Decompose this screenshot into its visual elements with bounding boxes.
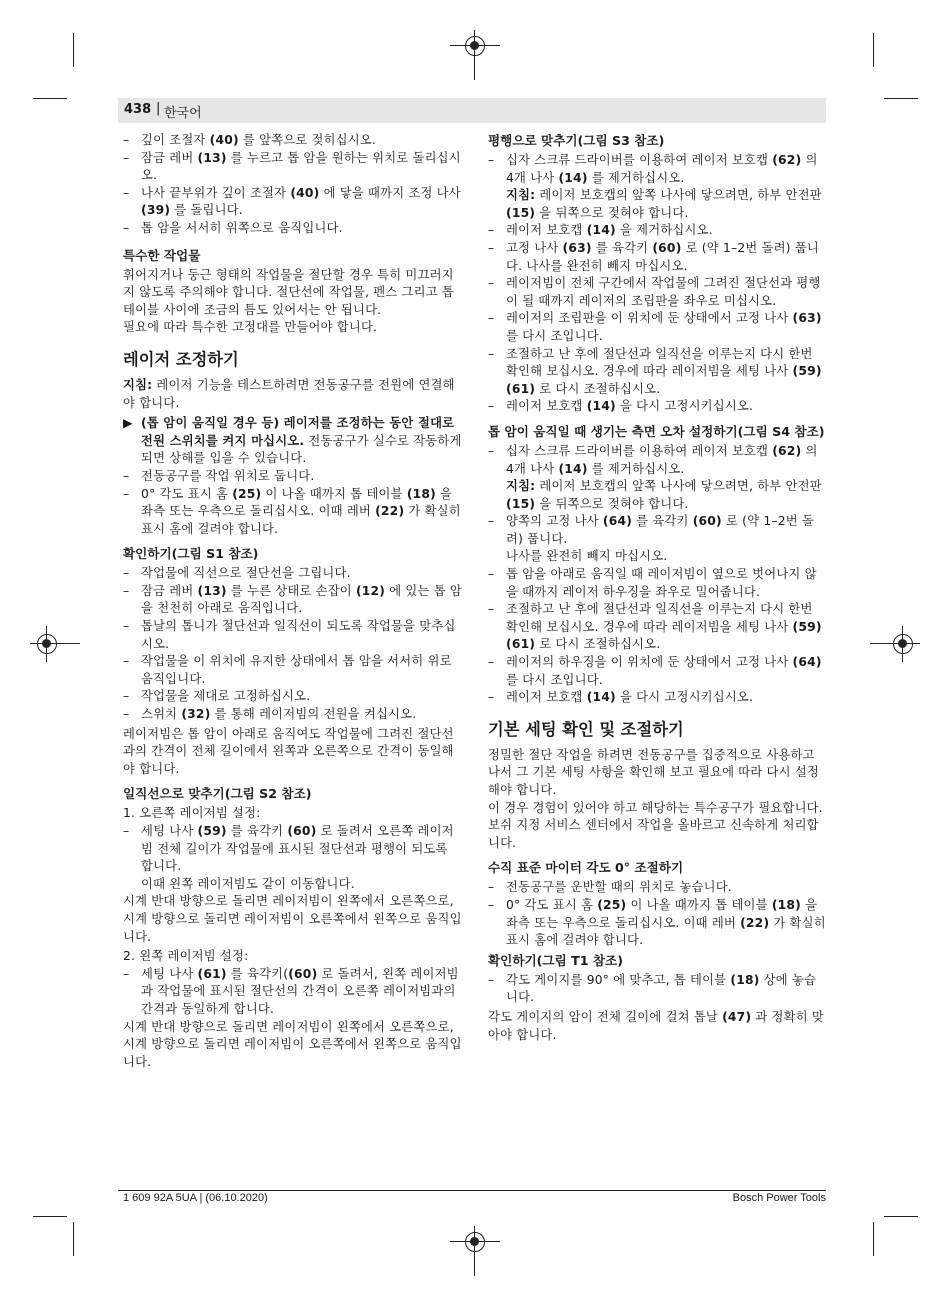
lateral-sub: 나사를 완전히 빼지 마십시오.: [506, 549, 668, 564]
list-item: – 나사 끝부위가 깊이 조절자 (40) 에 닿을 때까지 조정 나사 (39) 를 돌립니다.: [123, 185, 461, 218]
list-item: – 레이저 보호캡 (14) 을 다시 고정시키십시오.: [488, 689, 826, 707]
laser-note: 지침: 레이저 기능을 테스트하려면 전동공구를 전원에 연결해야 합니다.: [123, 377, 455, 410]
check-paragraph: 레이저빔은 톱 암이 아래로 움직여도 작업물에 그려진 절단선과의 간격이 전체 길이에서 왼쪽과 오른쪽으로 간격이 동일해야 합니다.: [123, 726, 454, 776]
special-paragraph: 휘어지거나 둥근 형태의 작업물을 절단할 경우 특히 미끄러지지 않도록 주의해야 합니다. 절단선에 작업물, 펜스 그리고 톱 테이블 사이에 조금의 틈도 있어서는 안 됩니다.: [123, 267, 454, 317]
registration-line: [474, 1226, 475, 1276]
dash-bullet: –: [488, 399, 495, 414]
list-item: – 0° 각도 표시 홈 (25) 이 나올 때까지 톱 테이블 (18) 을 좌측 또는 우측으로 돌리십시오. 이때 레버 (22) 가 확실히 표시 홈에 걸려야 합니다.: [488, 897, 826, 948]
parallel-heading: 평행으로 맞추기(그림 S3 참조): [488, 133, 665, 148]
list-item: – 조절하고 난 후에 절단선과 일직선을 이루는지 다시 한번 확인해 보십시오. 경우에 따라 레이저빔을 세팅 나사 (59)(61) 로 다시 조절하십시오.: [488, 346, 822, 396]
list-item: – 양쪽의 고정 나사 (64) 를 육각키 (60) 로 (약 1–2번 돌려) 풉니다. 나사를 완전히 빼지 마십시오.: [488, 513, 826, 566]
step2-label: 2. 왼쪽 레이저빔 설정:: [123, 949, 249, 964]
list-item: – 0° 각도 표시 홈 (25) 이 나올 때까지 톱 테이블 (18) 을 좌측 또는 우측으로 돌리십시오. 이때 레버 (22) 가 확실히 표시 홈에 걸려야 합니다.: [123, 486, 461, 536]
step1-label: 1. 오른쪽 레이저빔 설정:: [123, 806, 261, 821]
warning-item: ▶ (톱 암이 움직일 경우 등) 레이저를 조정하는 동안 절대로 전원 스위치를 켜지 마십시오. 전동공구가 실수로 작동하게 되면 상해를 입을 수 있습니다.: [123, 416, 462, 466]
laser-heading: 레이저 조정하기: [123, 349, 239, 369]
dash-bullet: –: [123, 707, 130, 722]
list-item: – 작업물을 제대로 고정하십시오.: [123, 688, 463, 706]
list-item: – 잠금 레버 (13) 를 누른 상태로 손잡이 (12) 에 있는 톱 암을 천천히 아래로 움직입니다.: [123, 583, 462, 616]
header-separator: |: [156, 101, 161, 116]
dash-bullet: –: [488, 443, 495, 458]
note: 지침: 레이저 보호캡의 앞쪽 나사에 닿으려면, 하부 안전판 (15) 을 뒤쪽으로 젖혀야 합니다.: [506, 479, 822, 511]
dash-bullet: –: [123, 566, 130, 581]
t1-list: [488, 972, 826, 1007]
dash-bullet: –: [488, 897, 495, 912]
registration-line: [474, 30, 475, 80]
dash-bullet: –: [488, 311, 495, 326]
dash-bullet: –: [488, 153, 495, 167]
dash-bullet: –: [123, 185, 130, 200]
lateral-list: [488, 443, 826, 707]
list-item: – 레이저 보호캡 (14) 을 제거하십시오.: [488, 222, 826, 240]
dash-bullet: –: [123, 619, 130, 634]
list-item: – 레이저빔이 전체 구간에서 작업물에 그려진 절단선과 평행이 될 때까지 레이저의 조립판을 좌우로 미십시오.: [488, 276, 821, 308]
dash-bullet: –: [123, 654, 130, 669]
registration-line: [30, 643, 80, 644]
list-item: – 세팅 나사 (61) 를 육각키((60) 로 돌려서, 왼쪽 레이저빔과 작업물에 표시된 절단선의 간격이 오른쪽 레이저빔과의 간격과 동일하게 합니다.: [123, 966, 459, 1016]
list-item: – 작업물을 이 위치에 유지한 상태에서 톱 암을 서서히 위로 움직입니다.: [123, 654, 452, 686]
list-item: – 톱날의 톱니가 절단선과 일직선이 되도록 작업물을 맞추십시오.: [123, 619, 456, 651]
dash-bullet: –: [488, 655, 495, 670]
dash-bullet: –: [488, 880, 495, 895]
step2-list: [123, 966, 463, 1019]
list-item: – 레이저의 하우징을 이 위치에 둔 상태에서 고정 나사 (64) 를 다시 조입니다.: [488, 655, 822, 687]
dash-bullet: –: [123, 468, 130, 483]
dash-bullet: –: [123, 133, 130, 147]
triangle-bullet-icon: ▶: [123, 416, 133, 431]
list-item: – 스위치 (32) 를 통해 레이저빔의 전원을 켜십시오.: [123, 706, 463, 724]
crop-mark: [873, 1222, 874, 1256]
dash-bullet: –: [488, 690, 495, 705]
crop-mark: [73, 1222, 74, 1256]
list-item: – 작업물에 직선으로 절단선을 그립니다.: [123, 565, 463, 583]
right-column: [488, 132, 826, 1044]
step1-paragraph: 시계 반대 방향으로 돌리면 레이저빔이 왼쪽에서 오른쪽으로, 시계 방향으로 돌리면 레이저빔이 오른쪽에서 왼쪽으로 움직입니다.: [123, 894, 462, 944]
dash-bullet: –: [488, 223, 495, 238]
list-item: – 조절하고 난 후에 절단선과 일직선을 이루는지 다시 한번 확인해 보십시오. 경우에 따라 레이저빔을 세팅 나사 (59)(61) 로 다시 조절하십시오.: [488, 602, 822, 652]
list-item: – 십자 스크류 드라이버를 이용하여 레이저 보호캡 (62) 의 4개 나사 (14) 를 제거하십시오. 지침: 레이저 보호캡의 앞쪽 나사에 닿으려면, 하부 안전판 (15) 을 뒤쪽으로 젖혀야 합니다.: [488, 152, 826, 222]
crop-mark: [884, 1216, 918, 1217]
list-item: – 레이저의 조립판을 이 위치에 둔 상태에서 고정 나사 (63) 를 다시 조입니다.: [488, 311, 822, 343]
crop-mark: [33, 1216, 67, 1217]
list-item: – 톱 암을 서서히 위쪽으로 움직입니다.: [123, 220, 463, 238]
registration-line: [902, 626, 903, 662]
t1-heading: 확인하기(그림 T1 참조): [488, 952, 623, 968]
footer-rule: [118, 1190, 826, 1191]
dash-bullet: –: [123, 966, 130, 981]
list-item: – 전동공구를 작업 위치로 둡니다.: [123, 468, 463, 486]
dash-bullet: –: [488, 602, 495, 617]
intro-list: [123, 132, 463, 238]
special-heading: 특수한 작업물: [123, 247, 201, 263]
footer-brand: Bosch Power Tools: [732, 1192, 826, 1204]
dash-bullet: –: [488, 346, 495, 361]
page-header: [118, 98, 826, 123]
crop-mark: [873, 33, 874, 67]
dash-bullet: –: [123, 583, 130, 598]
list-item: – 각도 게이지를 90° 에 맞추고, 톱 테이블 (18) 상에 놓습니다.: [488, 972, 817, 1005]
dash-bullet: –: [123, 150, 130, 165]
laser-list: [123, 468, 463, 538]
list-item: – 전동공구를 운반할 때의 위치로 놓습니다.: [488, 879, 826, 897]
check-heading: 확인하기(그림 S1 참조): [123, 546, 259, 562]
crop-mark: [884, 98, 918, 99]
check-list: [123, 565, 463, 723]
dash-bullet: –: [488, 972, 495, 987]
header-language: 한국어: [164, 106, 202, 121]
basic-heading: 기본 세팅 확인 및 조절하기: [488, 719, 684, 739]
list-item: – 잠금 레버 (13) 를 누르고 톱 암을 원하는 위치로 돌리십시오.: [123, 150, 461, 183]
basic-paragraph-1: 정밀한 절단 작업을 하려면 전동공구를 집중적으로 사용하고 나서 그 기본 세팅 사항을 확인해 보고 필요에 따라 다시 설정해야 합니다.: [488, 747, 819, 797]
miter-heading: 수직 표준 마이터 각도 0° 조절하기: [488, 860, 684, 876]
list-item: – 고정 나사 (63) 를 육각키 (60) 로 (약 1–2번 돌려) 풉니다. 나사를 완전히 빼지 마십시오.: [488, 240, 820, 273]
crop-mark: [73, 33, 74, 67]
left-column: [123, 132, 463, 1071]
dash-bullet: –: [123, 689, 130, 704]
basic-paragraph-2: 이 경우 경험이 있어야 하고 해당하는 특수공구가 필요합니다.: [488, 800, 823, 815]
footer-doc-id: 1 609 92A 5UA | (06.10.2020): [123, 1192, 268, 1204]
dash-bullet: –: [123, 220, 130, 235]
lateral-heading: 톱 암이 움직일 때 생기는 측면 오차 설정하기(그림 S4 참조): [488, 423, 825, 439]
miter-list: [488, 879, 826, 949]
list-item: – 십자 스크류 드라이버를 이용하여 레이저 보호캡 (62) 의 4개 나사 (14) 를 제거하십시오. 지침: 레이저 보호캡의 앞쪽 나사에 닿으려면, 하부 안전판 (15) 을 뒤쪽으로 젖혀야 합니다.: [488, 443, 826, 513]
dash-bullet: –: [488, 276, 495, 291]
note: 지침: 레이저 보호캡의 앞쪽 나사에 닿으려면, 하부 안전판 (15) 을 뒤쪽으로 젖혀야 합니다.: [506, 188, 822, 220]
step2-paragraph: 시계 반대 방향으로 돌리면 레이저빔이 왼쪽에서 오른쪽으로, 시계 방향으로 돌리면 레이저빔이 오른쪽에서 왼쪽으로 움직입니다.: [123, 1019, 462, 1069]
dash-bullet: –: [488, 240, 495, 255]
t1-paragraph: 각도 게이지의 암이 전체 길이에 걸쳐 톱날 (47) 과 정확히 맞아야 합니다.: [488, 1009, 824, 1042]
dash-bullet: –: [488, 567, 495, 582]
dash-bullet: –: [488, 514, 495, 529]
crop-mark: [33, 98, 67, 99]
align-heading: 일직선으로 맞추기(그림 S2 참조): [123, 786, 312, 802]
parallel-list: [488, 152, 826, 416]
registration-line: [46, 626, 47, 662]
registration-line: [870, 643, 920, 644]
page-number: 438: [124, 102, 152, 117]
special-paragraph-2: 필요에 따라 특수한 고정대를 만들어야 합니다.: [123, 320, 378, 335]
list-item: – 세팅 나사 (59) 를 육각키 (60) 로 돌려서 오른쪽 레이저빔 전체 길이가 작업물에 표시된 절단선과 평행이 되도록 합니다.: [123, 824, 454, 874]
step1-sub: 이때 왼쪽 레이저빔도 같이 이동합니다.: [141, 876, 355, 891]
basic-paragraph-3: 보쉬 지정 서비스 센터에서 작업을 올바르고 신속하게 처리합니다.: [488, 818, 819, 850]
dash-bullet: –: [123, 486, 130, 501]
dash-bullet: –: [123, 824, 130, 838]
list-item: – 톱 암을 아래로 움직일 때 레이저빔이 옆으로 벗어나지 않을 때까지 레이저 하우징을 좌우로 밀어줍니다.: [488, 567, 817, 599]
list-item: – 깊이 조절자 (40) 를 앞쪽으로 젖히십시오.: [123, 132, 463, 150]
list-item: – 레이저 보호캡 (14) 을 다시 고정시키십시오.: [488, 398, 826, 416]
step1-list: [123, 823, 463, 876]
